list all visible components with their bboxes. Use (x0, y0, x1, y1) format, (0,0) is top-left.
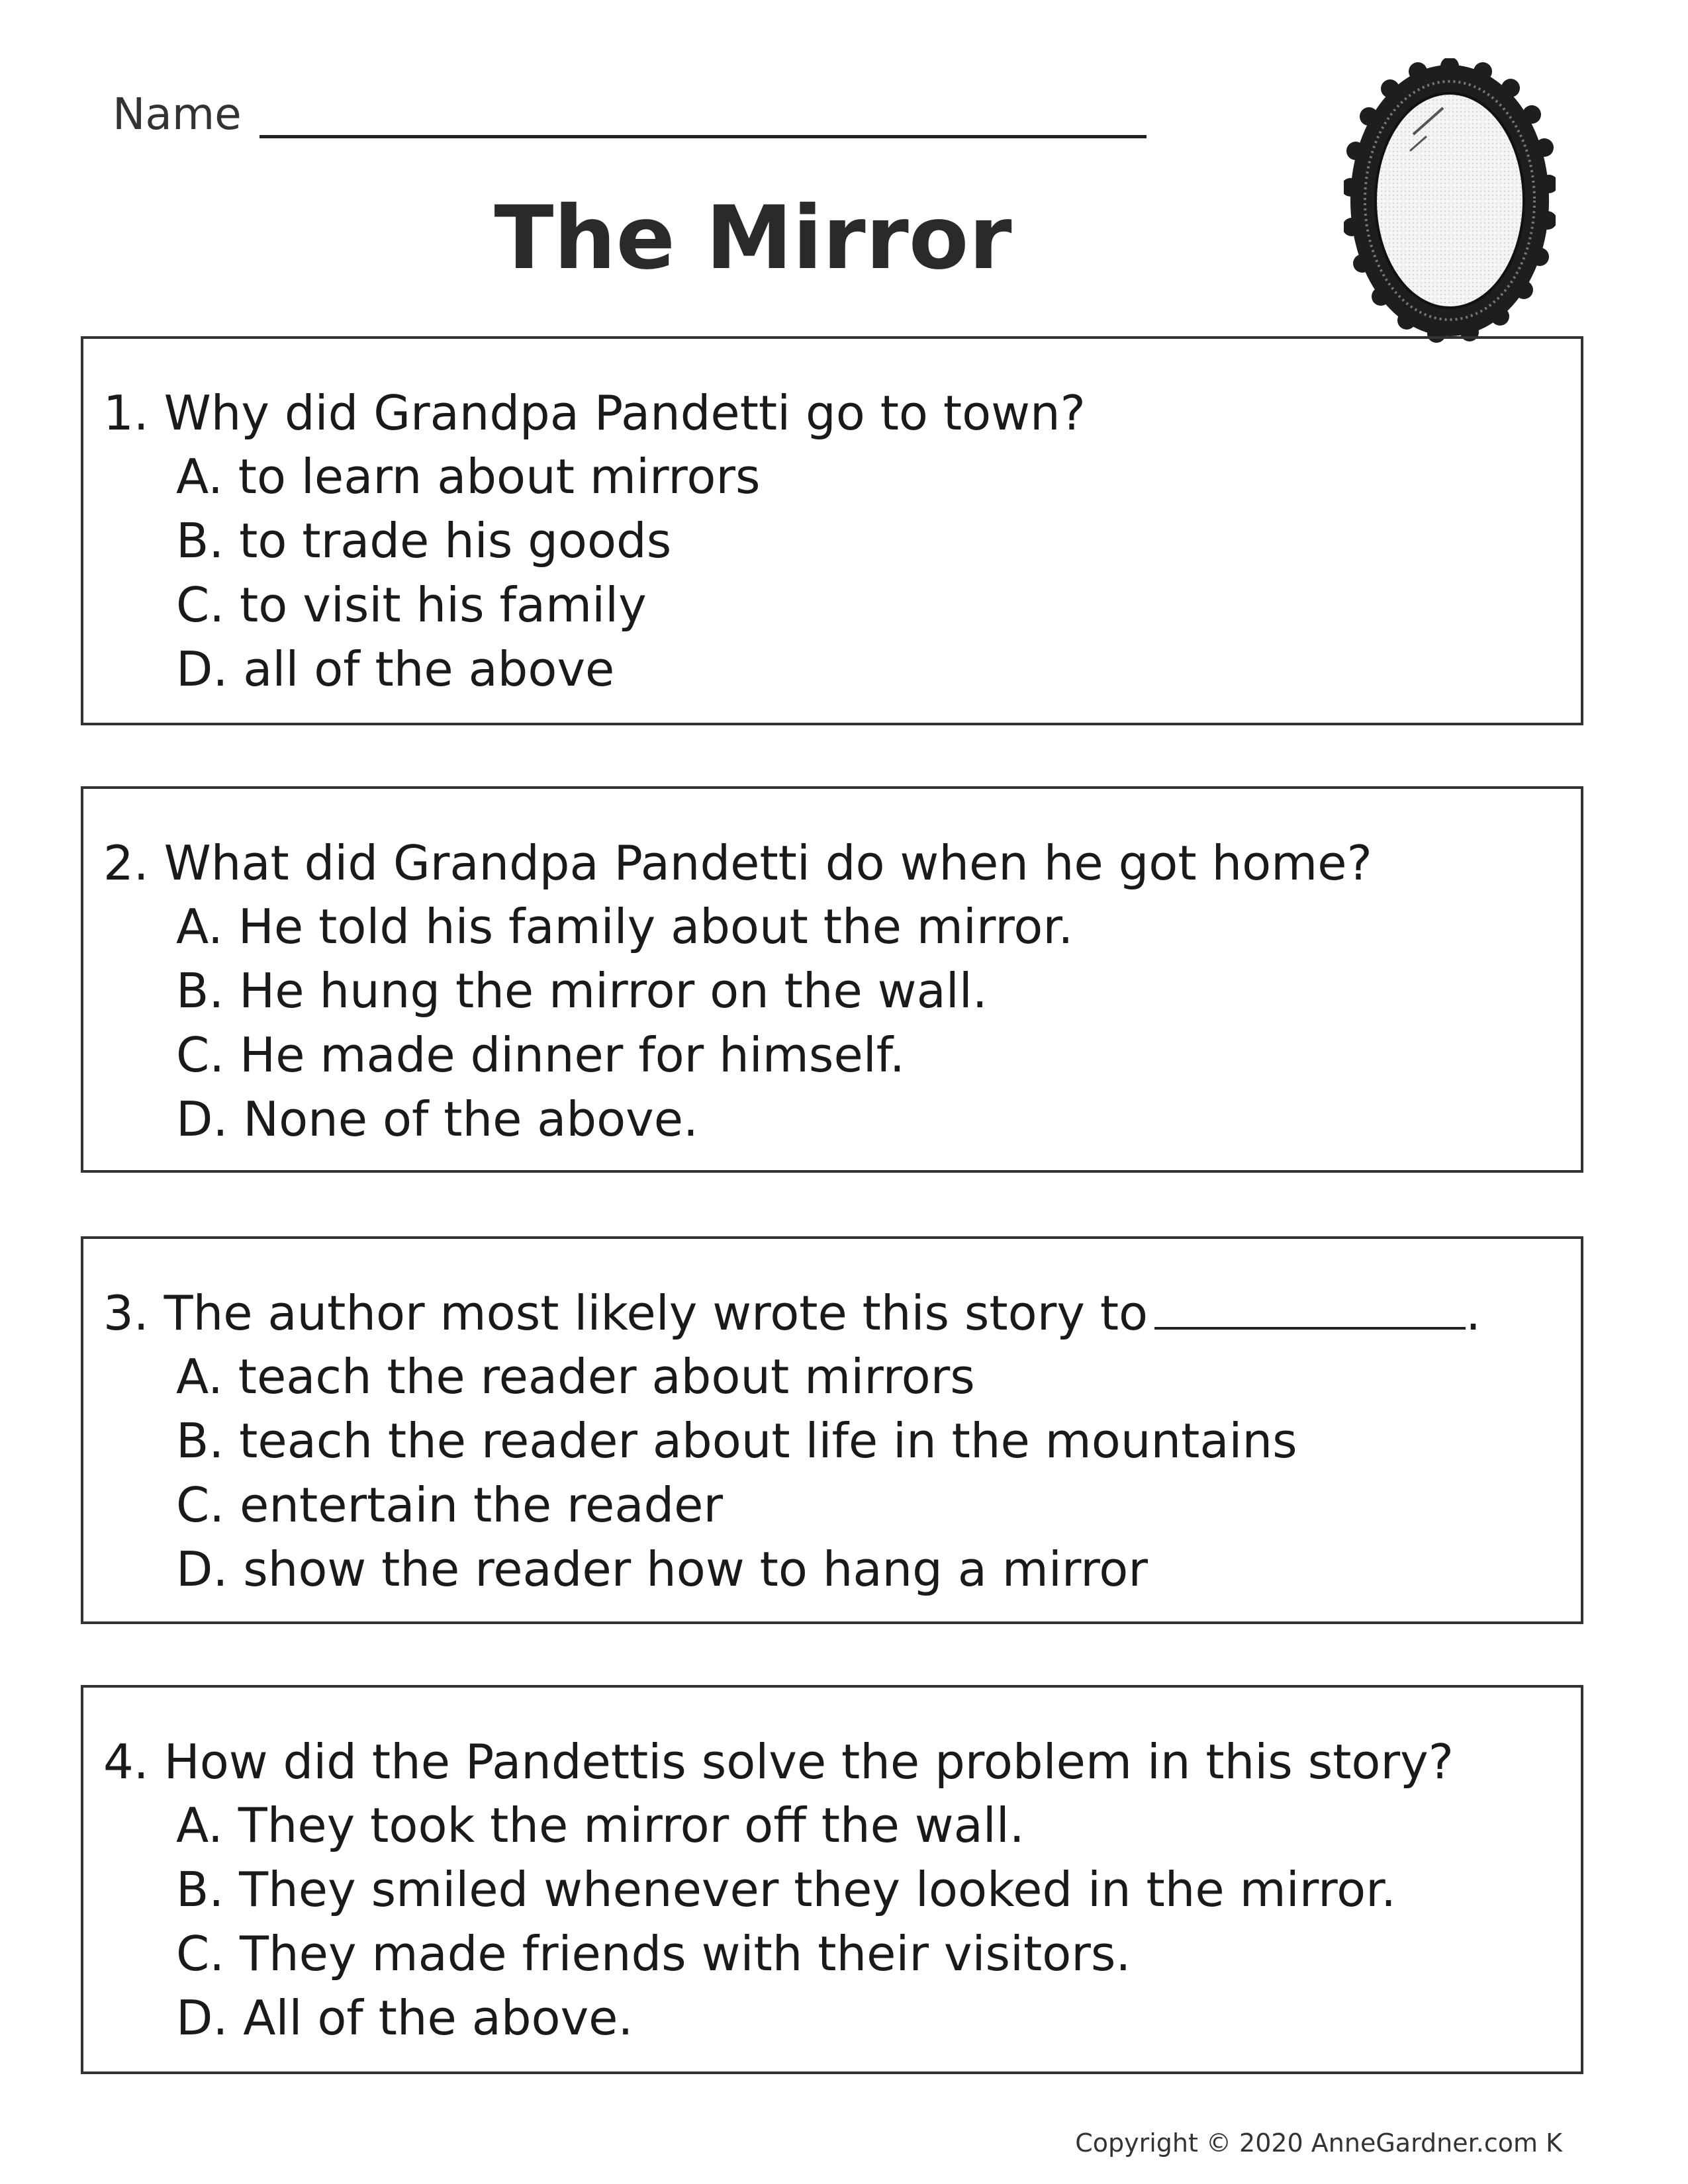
question-box-3 (81, 1236, 1583, 1624)
mirror-icon (1344, 58, 1556, 343)
answer-option-c[interactable]: C. He made dinner for himself. (176, 1027, 905, 1083)
answer-options (176, 895, 1073, 1152)
answer-option-b[interactable]: B. teach the reader about life in the mountains (176, 1413, 1297, 1469)
answer-options (176, 445, 761, 702)
answer-option-a[interactable]: A. teach the reader about mirrors (176, 1349, 975, 1404)
answer-option-b[interactable]: B. They smiled whenever they looked in the mirror. (176, 1862, 1397, 1917)
answer-option-a[interactable]: A. to learn about mirrors (176, 449, 761, 504)
answer-option-d[interactable]: D. None of the above. (176, 1091, 698, 1147)
name-label: Name (113, 89, 242, 140)
question-box-1 (81, 336, 1583, 725)
answer-option-c[interactable]: C. entertain the reader (176, 1477, 724, 1533)
answer-blank[interactable] (1154, 1287, 1466, 1330)
page-title: The Mirror (494, 187, 1012, 289)
question-prompt: 2. What did Grandpa Pandetti do when he got home? (103, 835, 1372, 891)
answer-option-c[interactable]: C. to visit his family (176, 577, 647, 633)
answer-option-b[interactable]: B. He hung the mirror on the wall. (176, 963, 988, 1019)
question-box-4 (81, 1685, 1583, 2074)
answer-option-b[interactable]: B. to trade his goods (176, 513, 672, 569)
answer-options (176, 1345, 1297, 1602)
answer-option-d[interactable]: D. All of the above. (176, 1990, 633, 2046)
question-prompt-row (103, 1280, 1481, 1346)
answer-option-a[interactable]: A. He told his family about the mirror. (176, 899, 1074, 954)
answer-option-c[interactable]: C. They made friends with their visitors. (176, 1926, 1131, 1981)
question-prompt: 1. Why did Grandpa Pandetti go to town? (103, 385, 1086, 441)
question-box-2 (81, 786, 1583, 1173)
answer-option-d[interactable]: D. all of the above (176, 641, 615, 697)
copyright-notice: Copyright © 2020 AnneGardner.com K (1075, 2128, 1562, 2158)
question-prompt: 3. The author most likely wrote this story to (103, 1285, 1149, 1341)
answer-option-a[interactable]: A. They took the mirror off the wall. (176, 1797, 1025, 1853)
name-input-line[interactable] (259, 135, 1147, 138)
name-row (113, 85, 1158, 144)
question-prompt: 4. How did the Pandettis solve the problem in this story? (103, 1734, 1454, 1790)
answer-option-d[interactable]: D. show the reader how to hang a mirror (176, 1541, 1148, 1597)
question-prompt-end: . (1466, 1285, 1481, 1341)
answer-options (176, 1794, 1396, 2050)
